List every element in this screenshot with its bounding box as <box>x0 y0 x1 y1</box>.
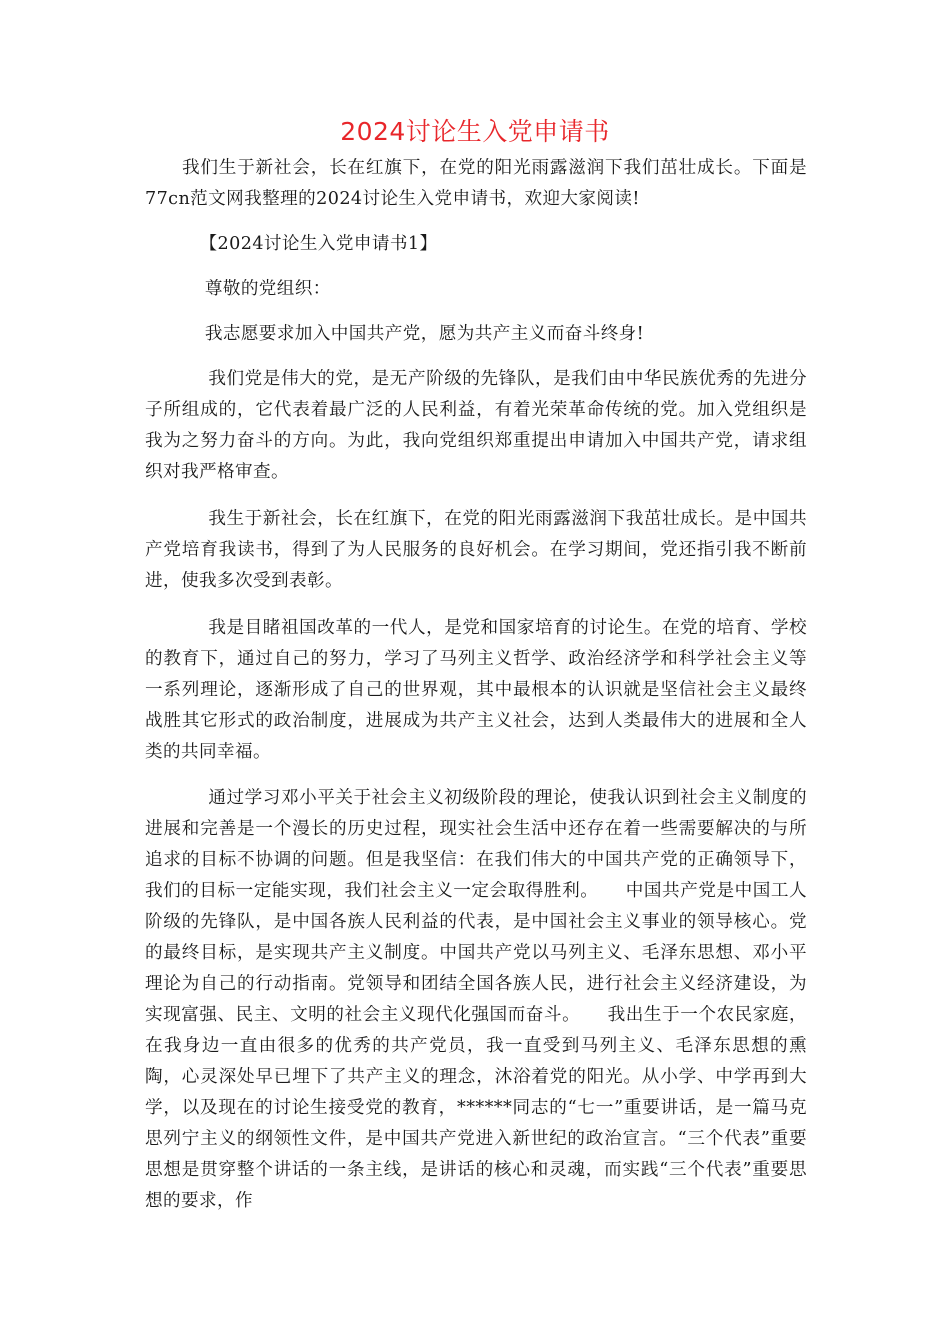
body-paragraph: 我是目睹祖国改革的一代人，是党和国家培育的讨论生。在党的培育、学校的教育下，通过自己的努力，学习了马列主义哲学、政治经济学和科学社会主义等一系列理论，逐渐形成了自己的世界观，其中最根本的认识就是坚信社会主义最终战胜其它形式的政治制度，进展成为共产主义社会，达到人类最伟大的进展和全人类的共同幸福。 <box>145 618 807 762</box>
pledge-paragraph: 我志愿要求加入中国共产党，愿为共产主义而奋斗终身! <box>204 324 645 344</box>
body-paragraph: 我生于新社会，长在红旗下，在党的阳光雨露滋润下我茁壮成长。是中国共产党培育我读书，得到了为人民服务的良好机会。在学习期间，党还指引我不断前进，使我多次受到表彰。 <box>145 509 807 591</box>
section-heading: 【2024讨论生入党申请书1】 <box>199 234 438 254</box>
document-body <box>145 153 807 1217</box>
document-title: 2024讨论生入党申请书 <box>340 117 610 146</box>
intro-paragraph: 我们生于新社会，长在红旗下，在党的阳光雨露滋润下我们茁壮成长。下面是77cn范文网我整理的2024讨论生入党申请书，欢迎大家阅读! <box>145 158 807 209</box>
salutation: 尊敬的党组织： <box>204 279 331 299</box>
body-paragraph: 我们党是伟大的党，是无产阶级的先锋队，是我们由中华民族优秀的先进分子所组成的，它代表着最广泛的人民利益，有着光荣革命传统的党。加入党组织是我为之努力奋斗的方向。为此，我向党组织郑重提出申请加入中国共产党，请求组织对我严格审查。 <box>145 369 807 482</box>
body-paragraph: 通过学习邓小平关于社会主义初级阶段的理论，使我认识到社会主义制度的进展和完善是一个漫长的历史过程，现实社会生活中还存在着一些需要解决的与所追求的目标不协调的问题。但是我坚信：在我们伟大的中国共产党的正确领导下，我们的目标一定能实现，我们社会主义一定会取得胜利。 中国共产党是中国工人阶级的先锋队，是中国各族人民利益的代表，是中国社会主义事业的领导核心。党的最终目标，是实现共产主义制度。中国共产党以马列主义、毛泽东思想、邓小平理论为自己的行动指南。党领导和团结全国各族人民，进行社会主义经济建设，为实现富强、民主、文明的社会主义现代化强国而奋斗。 我出生于一个农民家庭，在我身边一直由很多的优秀的共产党员，我一直受到马列主义、毛泽东思想的熏陶，心灵深处早已埋下了共产主义的理念，沐浴着党的阳光。从小学、中学再到大学，以及现在的讨论生接受党的教育，******同志的“七一”重要讲话，是一篇马克思列宁主义的纲领性文件，是中国共产党进入新世纪的政治宣言。“三个代表”重要思想是贯穿整个讲话的一条主线，是讲话的核心和灵魂，而实践“三个代表”重要思想的要求，作 <box>145 788 807 1211</box>
